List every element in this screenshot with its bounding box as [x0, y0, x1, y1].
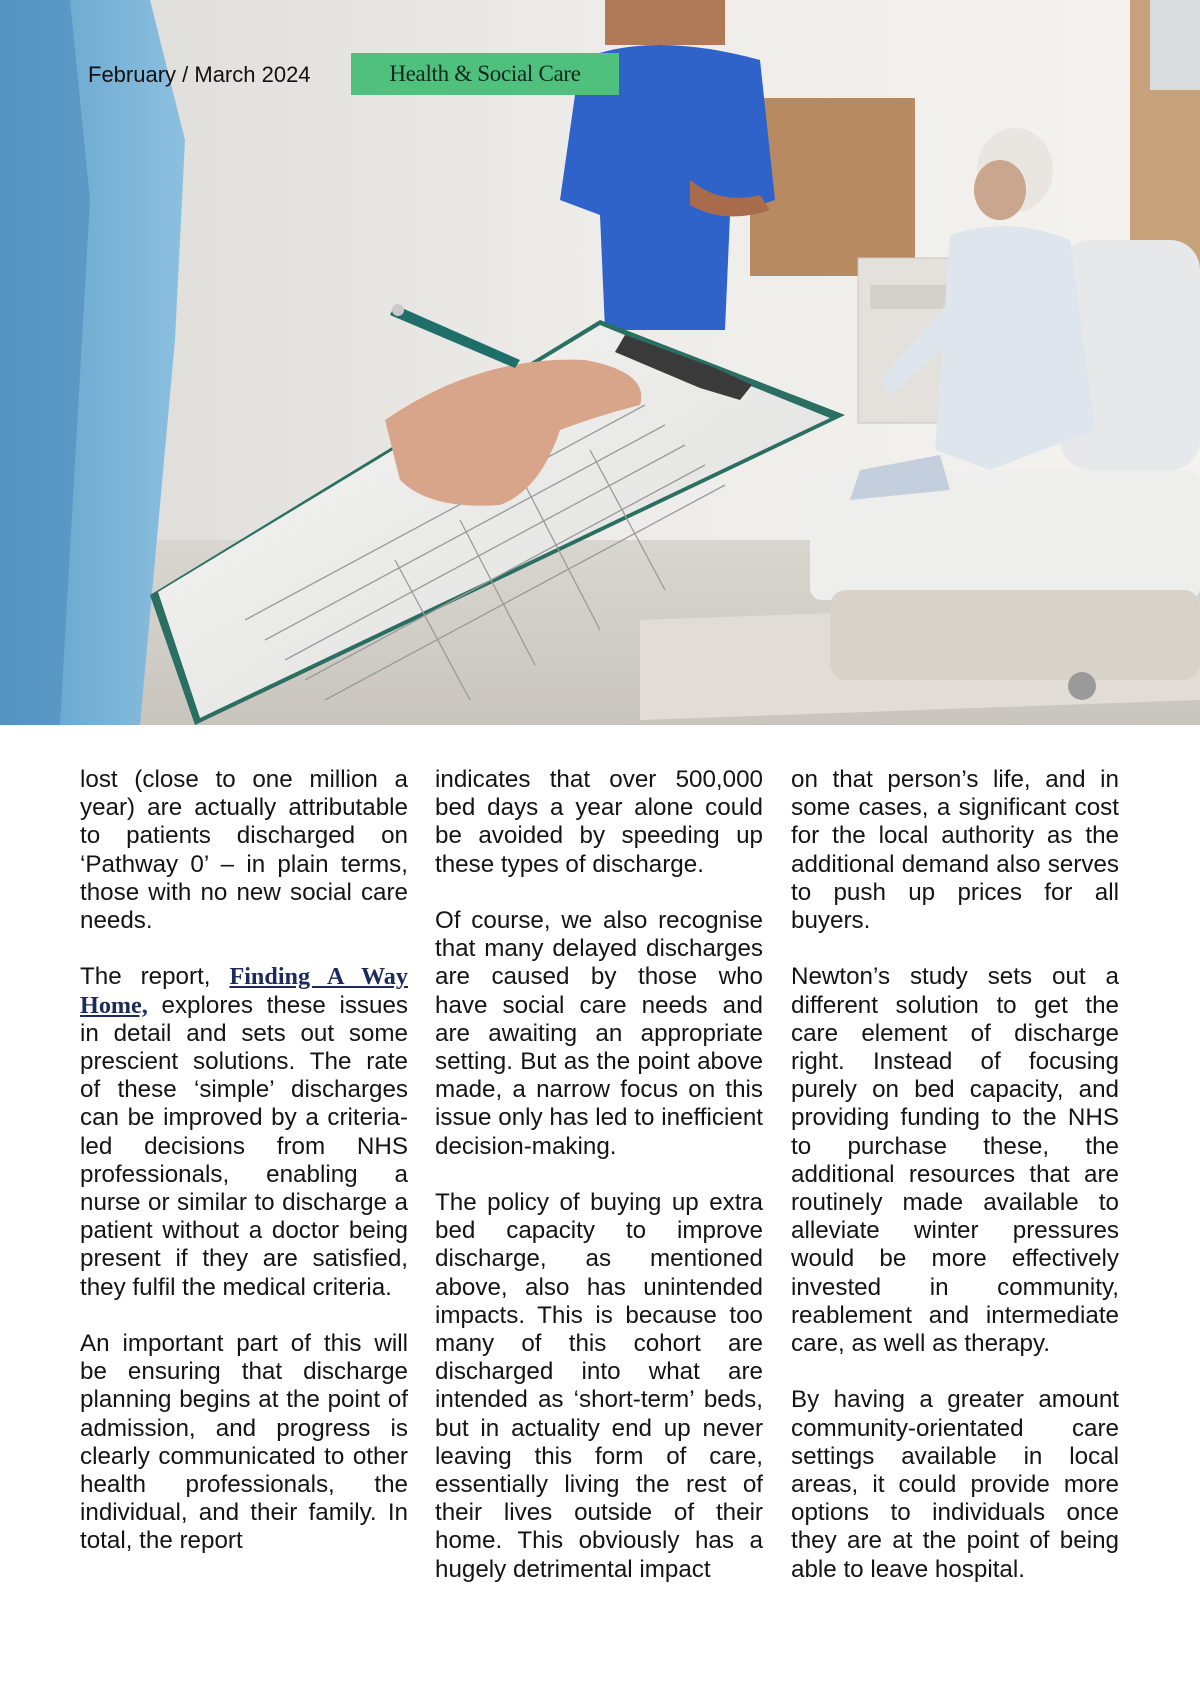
paragraph — [80, 963, 408, 1301]
paragraph: By having a greater amount community-orientated care settings available in local areas, it could provide more options to individuals once they are at the point of being able to leave hospital. — [791, 1386, 1119, 1583]
article-column-2 — [435, 766, 763, 1612]
paragraph: lost (close to one million a year) are actually attributable to patients discharged on ‘Pathway 0’ – in plain terms, those with no new social care needs. — [80, 766, 408, 935]
paragraph: An important part of this will be ensuring that discharge planning begins at the point of admission, and progress is clearly communicated to other health professionals, the individual, and their family. In total, the report — [80, 1330, 408, 1555]
paragraph: The policy of buying up extra bed capacity to improve discharge, as mentioned above, also has unintended impacts. This is because too many of this cohort are discharged into what are intended as ‘short-term’ beds, but in actuality end up never leaving this form of care, essentially living the rest of their lives outside of their home. This obviously has a hugely detrimental impact — [435, 1189, 763, 1583]
paragraph: Of course, we also recognise that many delayed discharges are caused by those who have social care needs and are awaiting an appropriate setting. But as the point above made, a narrow focus on this issue only has led to inefficient decision-making. — [435, 907, 763, 1160]
section-tag: Health & Social Care — [351, 53, 619, 95]
paragraph: on that person’s life, and in some cases, a significant cost for the local authority as the additional demand also serves to push up prices for all buyers. — [791, 766, 1119, 935]
nurse-clipboard-photo-icon — [0, 0, 1200, 725]
hero-photo — [0, 0, 1200, 725]
issue-date: February / March 2024 — [88, 62, 311, 87]
paragraph: indicates that over 500,000 bed days a year alone could be avoided by speeding up these types of discharge. — [435, 766, 763, 878]
paragraph: Newton’s study sets out a different solution to get the care element of discharge right. Instead of focusing purely on bed capacity, and providing funding to the NHS to purchase these, the additional resources that are routinely made available to alleviate winter pressures would be more effectively invested in community, reablement and intermediate care, as well as therapy. — [791, 963, 1119, 1358]
paragraph-text: explores these issues in detail and sets out some prescient solutions. The rate of these ‘simple’ discharges can be improved by a criteria-led decisions from NHS professionals, enabling a nurse or similar to discharge a patient without a doctor being present if they are satisfied, they fulfil the medical criteria. — [80, 991, 408, 1301]
article-body — [80, 766, 1120, 1596]
magazine-header — [0, 52, 1200, 96]
paragraph-text: The report, — [80, 963, 230, 991]
article-column-1 — [80, 766, 408, 1584]
article-column-3 — [791, 766, 1119, 1612]
report-link[interactable]: Finding A Way Home, — [80, 963, 408, 1019]
